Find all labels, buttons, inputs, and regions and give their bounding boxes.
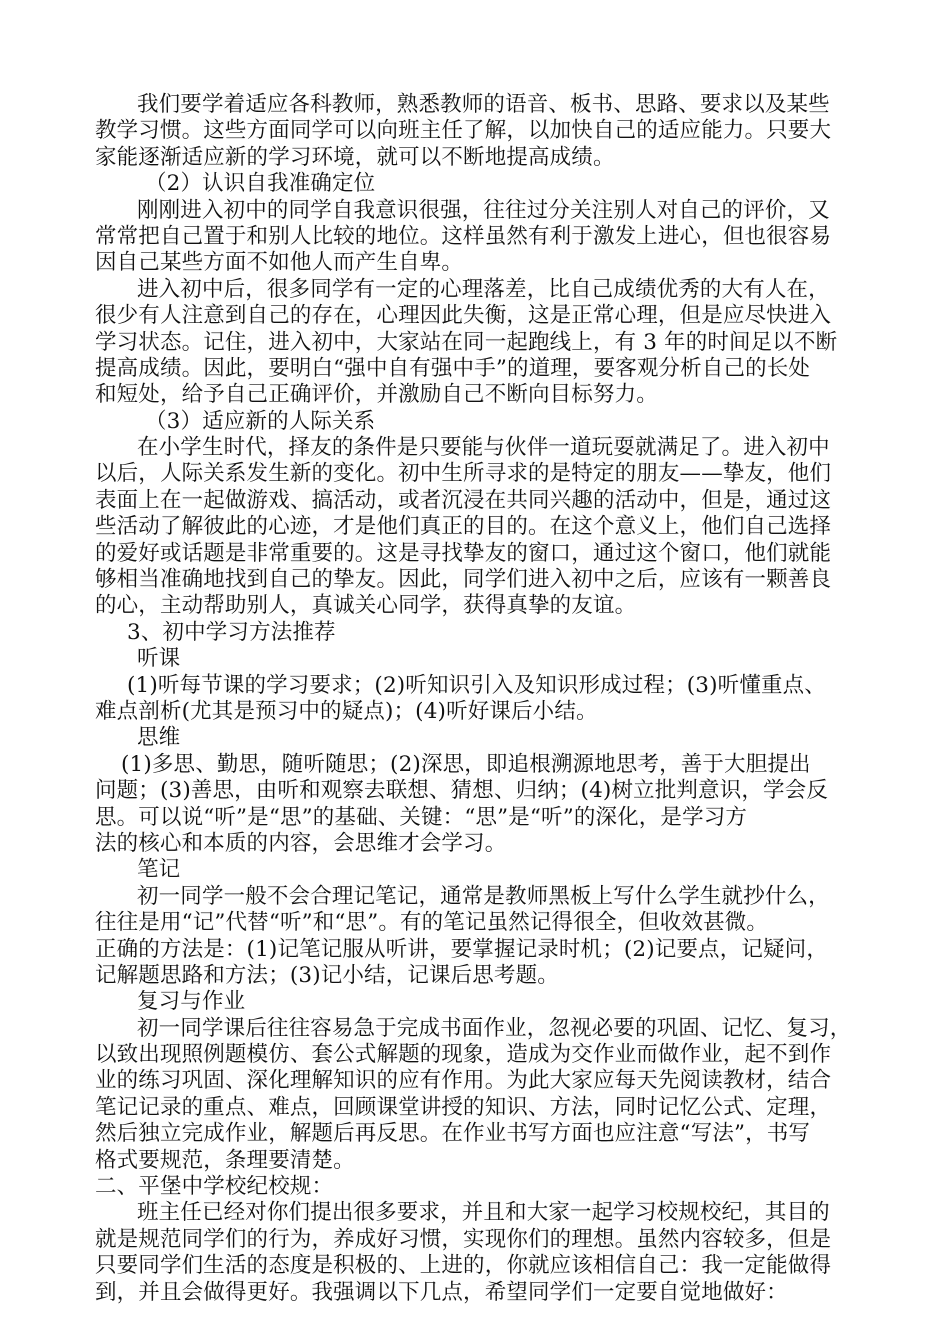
text-line: 法的核心和本质的内容，会思维才会学习。 xyxy=(95,830,507,856)
text-line: 二、平堡中学校纪校规： xyxy=(95,1174,334,1200)
text-line: 班主任已经对你们提出很多要求，并且和大家一起学习校规校纪，其目的 xyxy=(137,1200,830,1226)
text-line: 的爱好或话题是非常重要的。这是寻找挚友的窗口，通过这个窗口，他们就能 xyxy=(95,540,832,566)
text-line: 然后独立完成作业，解题后再反思。在作业书写方面也应注意“写法”，书写 xyxy=(95,1121,811,1147)
text-line: (1)听每节课的学习要求；(2)听知识引入及知识形成过程；(3)听懂重点、 xyxy=(127,672,826,698)
text-line: （2）认识自我准确定位 xyxy=(145,171,376,197)
text-line: 进入初中后，很多同学有一定的心理落差，比自己成绩优秀的大有人在， xyxy=(137,276,830,302)
text-line: 思。可以说“听”是“思”的基础、关键：“思”是“听”的深化，是学习方 xyxy=(95,804,748,830)
text-line: 笔记记录的重点、难点，回顾课堂讲授的知识、方法，同时记忆公式、定理， xyxy=(95,1094,832,1120)
text-line: 我们要学着适应各科教师，熟悉教师的语音、板书、思路、要求以及某些 xyxy=(137,92,830,117)
text-line: 在小学生时代，择友的条件是只要能与伙伴一道玩耍就满足了。进入初中 xyxy=(137,435,830,461)
text-line: 问题；(3)善思，由听和观察去联想、猜想、归纳；(4)树立批判意识，学会反 xyxy=(95,778,828,804)
text-line: 格式要规范，条理要清楚。 xyxy=(95,1147,355,1173)
text-line: 往往是用“记”代替“听”和“思”。有的笔记虽然记得很全，但收效甚微。 xyxy=(95,910,769,936)
text-line: 因自己某些方面不如他人而产生自卑。 xyxy=(95,250,464,276)
text-line: 只要同学们生活的态度是积极的、上进的，你就应该相信自己：我一定能做得 xyxy=(95,1253,832,1279)
text-line: 刚刚进入初中的同学自我意识很强，往往过分关注别人对自己的评价，又 xyxy=(137,197,830,223)
text-line: 表面上在一起做游戏、搞活动，或者沉浸在共同兴趣的活动中，但是，通过这 xyxy=(95,487,832,513)
text-line: 初一同学课后往往容易急于完成书面作业，忽视必要的巩固、记忆、复习， xyxy=(137,1015,852,1041)
document-page xyxy=(95,92,865,1306)
text-line: 很少有人注意到自己的存在，心理因此失衡，这是正常心理，但是应尽快进入 xyxy=(95,303,832,329)
text-line: 听课 xyxy=(137,646,181,672)
text-line: 正确的方法是：(1)记笔记服从听讲，要掌握记录时机；(2)记要点，记疑问， xyxy=(95,936,828,962)
text-line: 教学习惯。这些方面同学可以向班主任了解，以加快自己的适应能力。只要大 xyxy=(95,118,832,144)
text-line: 家能逐渐适应新的学习环境，就可以不断地提高成绩。 xyxy=(95,144,615,170)
text-line: 常常把自己置于和别人比较的地位。这样虽然有利于激发上进心，但也很容易 xyxy=(95,223,832,249)
text-line: 学习状态。记住，进入初中，大家站在同一起跑线上，有 3 年的时间足以不断 xyxy=(95,329,838,355)
text-line: 够相当准确地找到自己的挚友。因此，同学们进入初中之后，应该有一颗善良 xyxy=(95,567,832,593)
text-line: 些活动了解彼此的心迹，才是他们真正的目的。在这个意义上，他们自己选择 xyxy=(95,514,832,540)
text-line: (1)多思、勤思，随听随思；(2)深思，即追根溯源地思考，善于大胆提出 xyxy=(121,751,811,777)
text-line: 以致出现照例题模仿、套公式解题的现象，造成为交作业而做作业，起不到作 xyxy=(95,1042,832,1068)
text-line: 到，并且会做得更好。我强调以下几点，希望同学们一定要自觉地做好： xyxy=(95,1279,788,1305)
text-line: 思维 xyxy=(137,725,181,751)
text-line: 的心，主动帮助别人，真诚关心同学，获得真挚的友谊。 xyxy=(95,593,637,619)
text-line: 记解题思路和方法；(3)记小结，记课后思考题。 xyxy=(95,962,559,988)
text-line: 业的练习巩固、深化理解知识的应有作用。为此大家应每天先阅读教材，结合 xyxy=(95,1068,832,1094)
text-line: 初一同学一般不会合理记笔记，通常是教师黑板上写什么学生就抄什么， xyxy=(137,883,830,909)
text-line: 就是规范同学们的行为，养成好习惯，实现你们的理想。虽然内容较多，但是 xyxy=(95,1226,832,1252)
text-line: 复习与作业 xyxy=(137,989,246,1015)
text-line: 和短处，给予自己正确评价，并激励自己不断向目标努力。 xyxy=(95,382,658,408)
text-line: （3）适应新的人际关系 xyxy=(145,408,376,434)
text-line: 笔记 xyxy=(137,857,181,883)
text-line: 难点剖析(尤其是预习中的疑点)；(4)听好课后小结。 xyxy=(95,698,598,724)
text-line: 3、初中学习方法推荐 xyxy=(127,619,336,645)
text-line: 提高成绩。因此，要明白“强中自有强中手”的道理，要客观分析自己的长处 xyxy=(95,355,811,381)
text-line: 以后，人际关系发生新的变化。初中生所寻求的是特定的朋友——挚友，他们 xyxy=(95,461,832,487)
